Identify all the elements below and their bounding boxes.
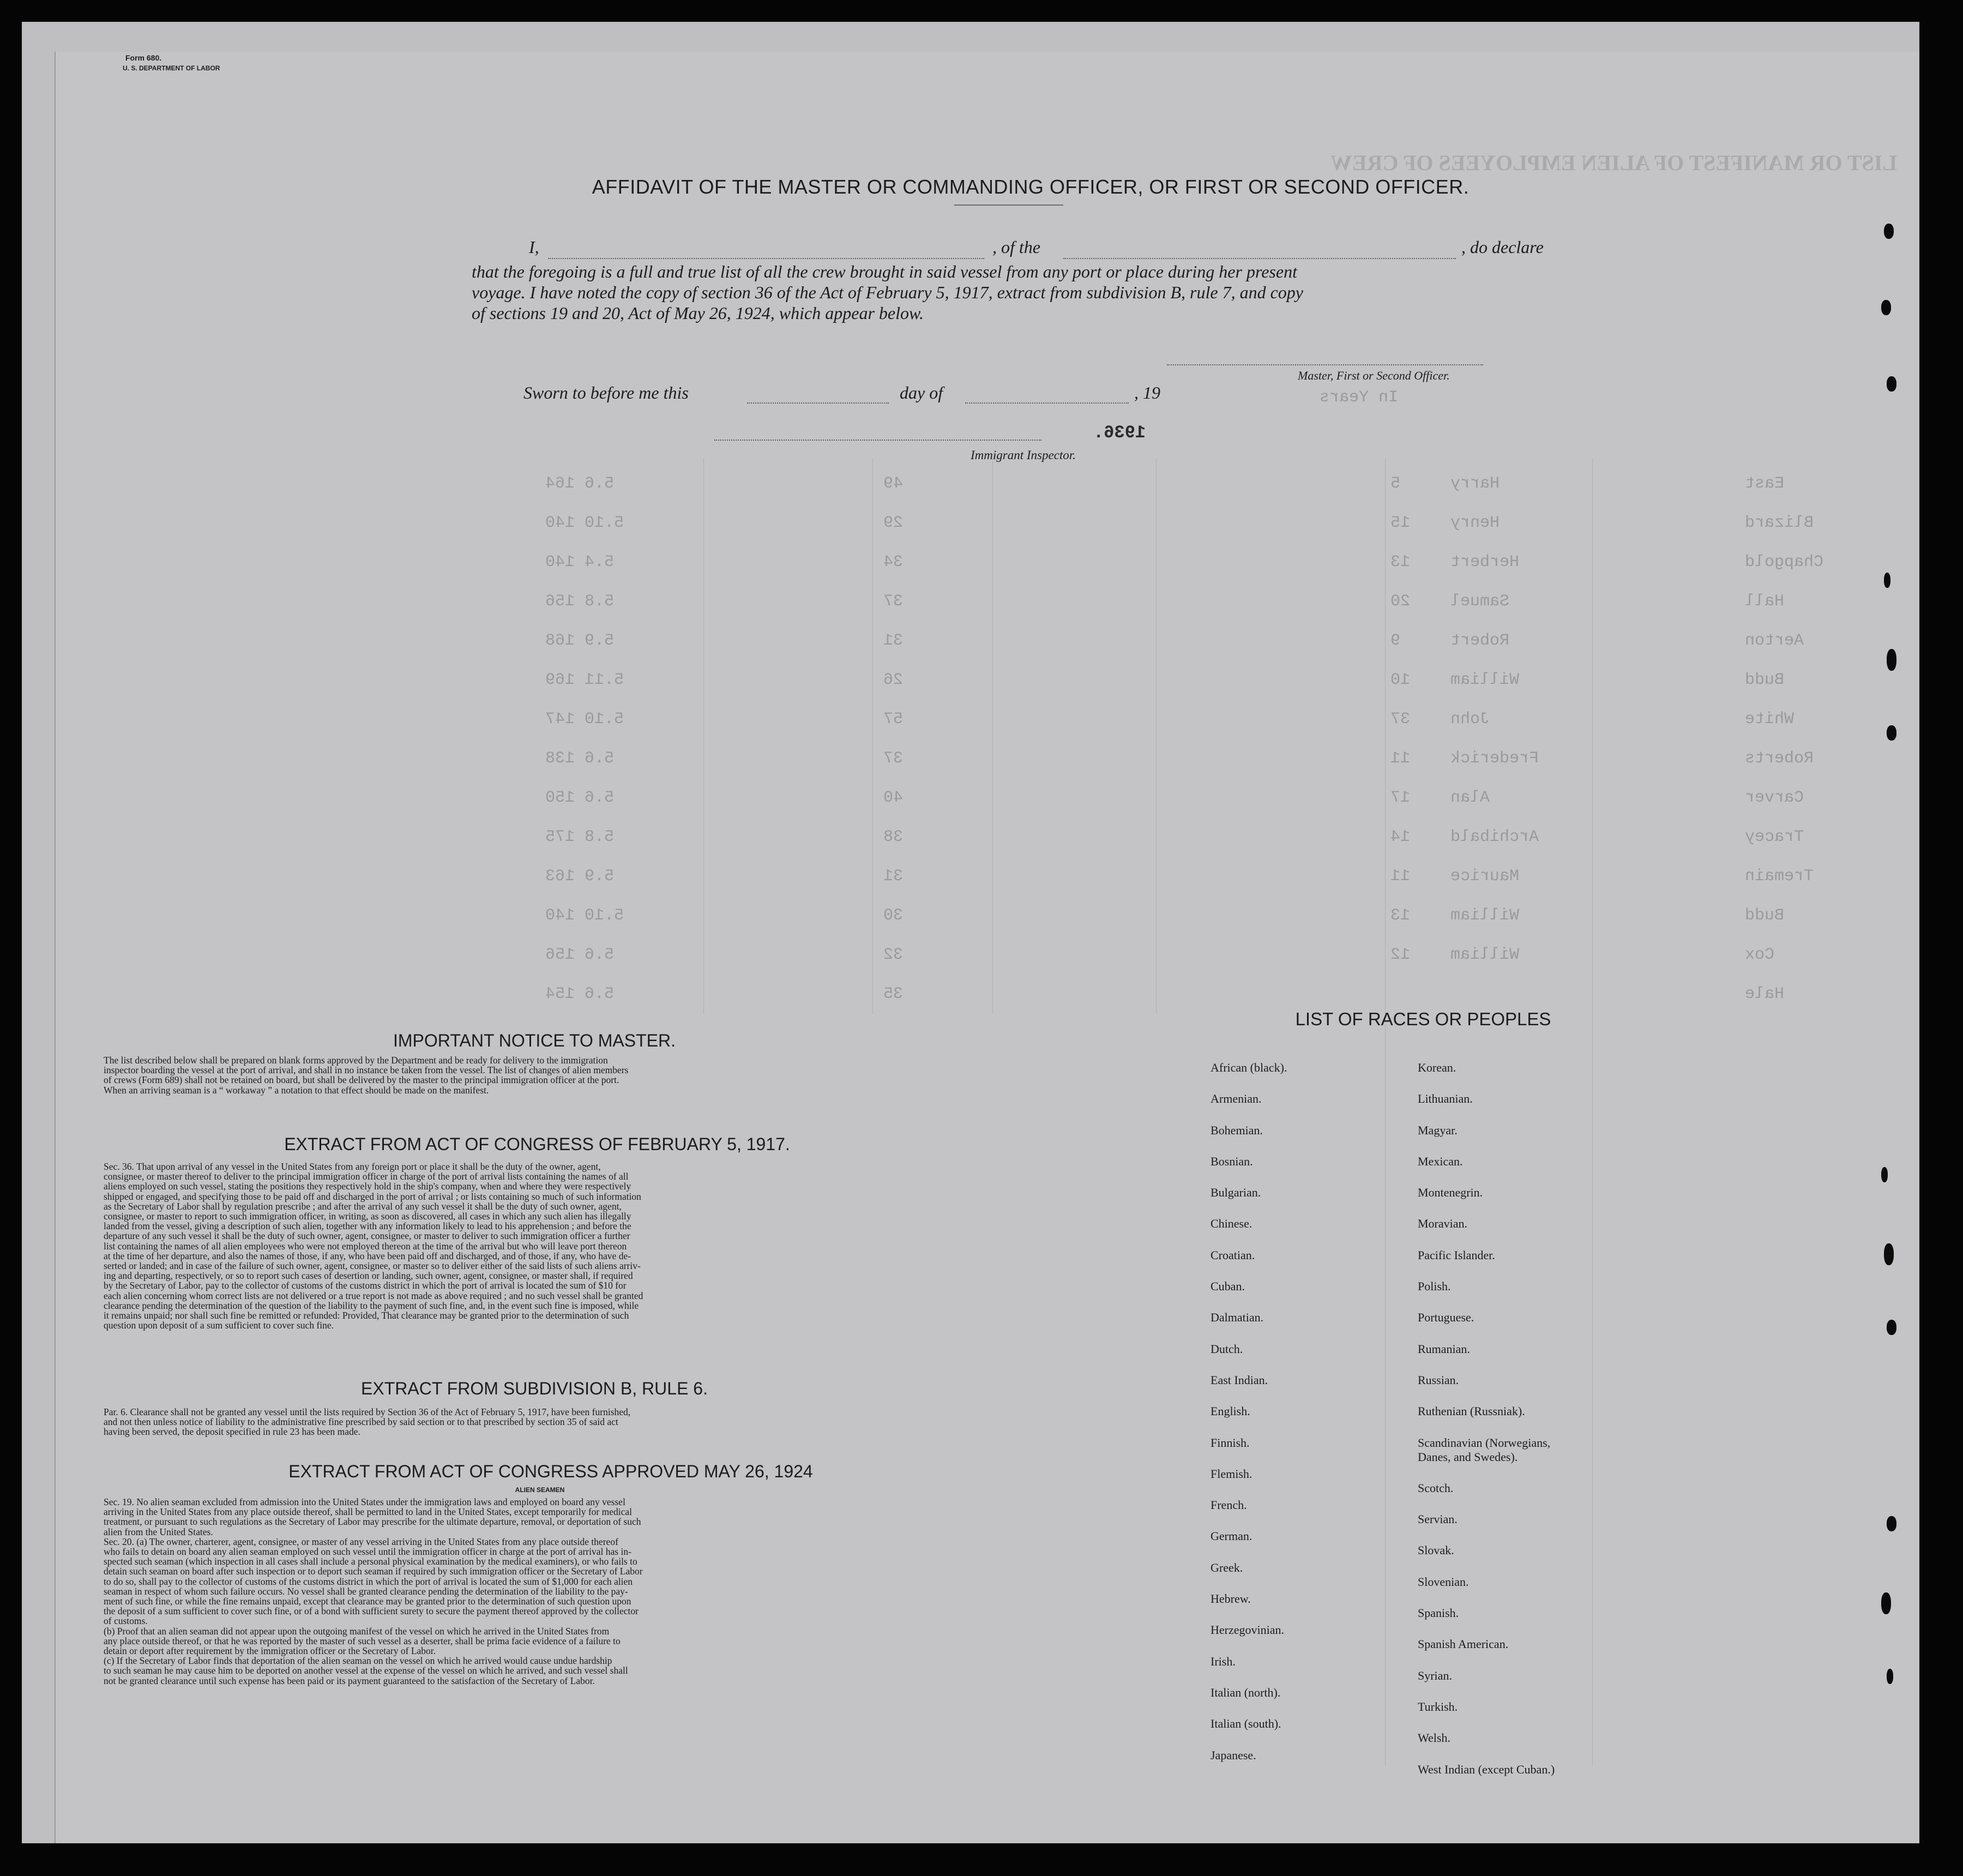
bleed-through-cell: 5	[1390, 474, 1401, 493]
notice-line: of crews (Form 689) shall not be retained on board, but shall be delivered by the master to the principal immigration officer at the port.	[104, 1074, 619, 1086]
races-title: LIST OF RACES OR PEOPLES	[1295, 1009, 1551, 1029]
bleed-through-cell: 30	[883, 906, 904, 925]
punch-hole	[1881, 300, 1891, 315]
bleed-through-cell: 57	[883, 710, 904, 729]
punch-hole	[1887, 1320, 1896, 1335]
form-number: Form 680.	[125, 53, 162, 62]
body-line: shipped or engaged, and specifying those to be paid off and discharged in the port of arrival ; or lists containing so much of such information	[104, 1190, 641, 1202]
body-line: clearance pending the determination of the question of the liability to the payment of such fine, and, in the event such fine is imposed, while	[104, 1300, 639, 1311]
bleed-through-cell: Roberts	[1745, 749, 1814, 768]
bleed-through-cell: 32	[883, 946, 904, 964]
race-item: Mexican.	[1418, 1154, 1463, 1168]
bleed-through-cell: East	[1745, 474, 1785, 493]
affidavit-line-3: of sections 19 and 20, Act of May 26, 1924, which appear below.	[472, 303, 924, 323]
body-line: any place outside thereof, or that he was reported by the master of such vessel as a deserter, shall be prima facie evidence of a failure to	[104, 1635, 621, 1646]
body-line: Sec. 36. That upon arrival of any vessel in the United States from any foreign port or place it shall be the duty of the owner, agent,	[104, 1161, 601, 1172]
bleed-through-cell: 37	[1390, 710, 1411, 729]
body-line: each alien concerning whom correct lists are not delivered or a true report is not made as above required ; and no such vessel shall be granted	[104, 1290, 643, 1301]
race-item: Bohemian.	[1211, 1123, 1263, 1137]
punch-hole	[1884, 224, 1894, 239]
bleed-through-cell: Henry	[1450, 514, 1500, 532]
extract-1924-subtitle: ALIEN SEAMEN	[515, 1486, 565, 1494]
body-line: as the Secretary of Labor shall by regulation prescribe ; and after the arrival of any such vessel it shall be the duty of such owner, agent,	[104, 1200, 622, 1212]
body-line: ment of such fine, or while the fine remains unpaid, except that clearance may be granted prior to the determination of such question upon	[104, 1596, 631, 1607]
body-line: Par. 6. Clearance shall not be granted any vessel until the lists required by Section 36 of the Act of February 5, 1917, have been furnished,	[104, 1406, 631, 1417]
bleed-through-cell: 11	[1390, 867, 1411, 886]
body-line: arriving in the United States from any place outside thereof, shall be permitted to land in the United States, except temporarily for medical	[104, 1506, 633, 1518]
body-line: aliens employed on such vessel, stating the positions they respectively hold in the ship's company, when and where they were respectively	[104, 1181, 631, 1192]
punch-hole	[1884, 573, 1890, 588]
punch-hole	[1887, 1516, 1896, 1531]
year-label: , 19	[1134, 383, 1160, 402]
bleed-through-cell: 37	[883, 749, 904, 768]
punch-hole	[1887, 376, 1896, 392]
bleed-through-cell: White	[1745, 710, 1795, 729]
race-item: Japanese.	[1211, 1748, 1256, 1762]
body-line: having been served, the deposit specified in rule 23 has been made.	[104, 1426, 360, 1438]
body-line: consignee, or master to report to such immigration officer, in writing, as soon as discovered, all cases in which any such alien has illegally	[104, 1211, 631, 1222]
sworn-day-field[interactable]	[747, 388, 889, 404]
handwritten-year: 1936.	[1093, 423, 1146, 443]
column-rule	[1156, 458, 1157, 1014]
bleed-through-cell: Archibald	[1450, 828, 1539, 846]
bleed-through-header: LIST OR MANIFEST OF ALIEN EMPLOYEES OF CREW	[1330, 151, 1898, 175]
bleed-through-cell: Tracey	[1745, 828, 1804, 846]
master-signature-caption: Master, First or Second Officer.	[1298, 369, 1450, 382]
race-item: Slovak.	[1418, 1543, 1454, 1558]
subdivision-body	[104, 1407, 954, 1437]
body-line: list containing the names of all alien employees who were not employed thereon at the time of the arrival but who will leave port thereon	[104, 1240, 627, 1252]
bleed-through-cell: 20	[1390, 592, 1411, 611]
bleed-through-cell: 11	[1390, 749, 1411, 768]
race-item: Croatian.	[1211, 1248, 1255, 1262]
title-rule	[954, 205, 1063, 206]
extract-1924-body	[104, 1497, 954, 1686]
race-item: Lithuanian.	[1418, 1092, 1473, 1106]
body-line: detain such seaman on board after such inspection or to deport such seaman if required by such immigration officer or the Secretary of Labor	[104, 1566, 643, 1577]
bleed-through-cell: 26	[883, 671, 904, 689]
bleed-through-cell: 13	[1390, 906, 1411, 925]
body-line: the deposit of a sum sufficient to cover such fine, or of a bond with sufficient surety to secure the payment thereof approved by the collector	[104, 1606, 639, 1617]
bleed-through-cell: 5.10 140	[545, 906, 624, 925]
bleed-through-cell: 15	[1390, 514, 1411, 532]
races-right-column	[1418, 1061, 1674, 1794]
race-item: Pacific Islander.	[1418, 1248, 1495, 1262]
race-item: Herzegovinian.	[1211, 1623, 1284, 1637]
inspector-caption: Immigrant Inspector.	[971, 448, 1076, 462]
body-line: spected such seaman (which inspection in all cases shall include a personal physical examination by the medical examiners), or who fails to	[104, 1556, 637, 1567]
bleed-through-cell: 5.6 156	[545, 946, 615, 964]
bleed-through-cell: Budd	[1745, 906, 1785, 925]
affidavit-line-1: that the foregoing is a full and true list of all the crew brought in said vessel from any port or place during her present	[472, 262, 1297, 281]
body-line: question upon deposit of a sum sufficient to cover such fine.	[104, 1320, 334, 1331]
bleed-through-cell: Cox	[1745, 946, 1775, 964]
bleed-through-cell: 34	[883, 553, 904, 572]
race-item: Bosnian.	[1211, 1154, 1253, 1168]
bleed-through-cell: 40	[883, 789, 904, 807]
race-item: Welsh.	[1418, 1731, 1450, 1745]
race-item: West Indian (except Cuban.)	[1418, 1762, 1555, 1776]
race-item: Italian (south).	[1211, 1717, 1281, 1731]
bleed-through-cell: 5.10 140	[545, 514, 624, 532]
body-line: to such seaman he may cause him to be deported on another vessel at the expense of the vessel on which he arrived, and such vessel shall	[104, 1665, 628, 1676]
bleed-through-cell: 5.11 169	[545, 671, 624, 689]
body-line: serted or landed; and in case of the failure of such owner, agent, consignee, or master so to deliver either of the said lists of such aliens arriv-	[104, 1260, 641, 1272]
bleed-through-cell: Harry	[1450, 474, 1500, 493]
race-item: Moravian.	[1418, 1217, 1468, 1231]
bleed-through-cell: Blizard	[1745, 514, 1814, 532]
race-item: Dalmatian.	[1211, 1310, 1264, 1325]
body-line: it remains unpaid; nor shall such fine be remitted or refunded: Provided, That clearance may be granted prior to the determination of such	[104, 1310, 629, 1321]
bleed-through-cell: William	[1450, 946, 1520, 964]
race-item: Spanish American.	[1418, 1637, 1509, 1651]
department-label: U. S. DEPARTMENT OF LABOR	[123, 64, 220, 72]
bleed-through-cell: 5.8 175	[545, 828, 615, 846]
bleed-through-cell: 5.4 140	[545, 553, 615, 572]
race-item: Magyar.	[1418, 1123, 1458, 1137]
punch-hole	[1887, 1669, 1893, 1684]
bleed-through-cell: Herbert	[1450, 553, 1520, 572]
bleed-through-cell: Maurice	[1450, 867, 1520, 886]
affidavit-title: AFFIDAVIT OF THE MASTER OR COMMANDING OFFICER, OR FIRST OR SECOND OFFICER.	[592, 176, 1470, 198]
race-item: Armenian.	[1211, 1092, 1262, 1106]
race-item: Dutch.	[1211, 1342, 1243, 1356]
body-line: detain or deport after requirement by the immigration officer or the Secretary of Labor.	[104, 1645, 436, 1657]
race-item: English.	[1211, 1404, 1250, 1418]
inspector-signature-field[interactable]	[714, 426, 1041, 441]
column-rule	[703, 458, 704, 1014]
punch-hole	[1881, 1592, 1891, 1614]
race-item: Flemish.	[1211, 1466, 1253, 1481]
body-line: alien from the United States.	[104, 1526, 213, 1537]
race-item: Danes, and Swedes).	[1418, 1450, 1518, 1464]
extract-1924-title: EXTRACT FROM ACT OF CONGRESS APPROVED MAY 26, 1924	[288, 1462, 813, 1481]
subdivision-title: EXTRACT FROM SUBDIVISION B, RULE 6.	[361, 1379, 708, 1398]
races-left-column	[1211, 1061, 1407, 1779]
bleed-through-years: In Years	[1320, 388, 1399, 407]
race-item: East Indian.	[1211, 1373, 1268, 1387]
race-item: Syrian.	[1418, 1668, 1452, 1682]
notice-line: The list described below shall be prepared on blank forms approved by the Department and be ready for delivery to the immigration	[104, 1055, 608, 1066]
race-item: Polish.	[1418, 1279, 1451, 1294]
bleed-through-cell: William	[1450, 671, 1520, 689]
race-item: Montenegrin.	[1418, 1186, 1483, 1200]
bleed-through-cell: 12	[1390, 946, 1411, 964]
bleed-through-cell: 35	[883, 985, 904, 1003]
bleed-through-cell: 5.6 150	[545, 789, 615, 807]
body-line: at the time of her departure, and also the names of those, if any, who have been paid off and discharged, and of those, if any, who have de-	[104, 1250, 631, 1261]
column-rule	[872, 458, 873, 1014]
bleed-through-cell: 5.6 138	[545, 749, 615, 768]
bleed-through-cell: Carver	[1745, 789, 1804, 807]
bleed-through-cell: 9	[1390, 632, 1401, 650]
race-item: Hebrew.	[1211, 1592, 1251, 1606]
notice-line: inspector boarding the vessel at the port of arrival, and shall in no instance be taken from the vessel. The list of changes of alien members	[104, 1065, 629, 1076]
bleed-through-cell: Hale	[1745, 985, 1785, 1003]
body-line: Sec. 19. No alien seaman excluded from admission into the United States under the immigration laws and employed on board any vessel	[104, 1496, 625, 1507]
bleed-through-cell: Budd	[1745, 671, 1785, 689]
bleed-through-cell: Samuel	[1450, 592, 1510, 611]
body-line: ing and departing, respectively, or so to report such cases of desertion or landing, such owner, agent, consignee, or master shall, if required	[104, 1270, 633, 1282]
race-item: Scandinavian (Norwegians,	[1418, 1435, 1551, 1450]
body-line: of customs.	[104, 1615, 148, 1627]
body-line: who fails to detain on board any alien seaman employed on such vessel until the immigration officer in charge at the port of arrival has in-	[104, 1546, 631, 1558]
sworn-label: Sworn to before me this	[523, 383, 689, 402]
bleed-through-cell: 5.6 154	[545, 985, 615, 1003]
notice-body	[104, 1055, 954, 1095]
bleed-through-cell: 14	[1390, 828, 1411, 846]
body-line: not be granted clearance until such expense has been paid or its payment guaranteed to the satisfaction of the Secretary of Labor.	[104, 1675, 595, 1686]
bleed-through-cell: 31	[883, 867, 904, 886]
extract-1917-body	[104, 1162, 954, 1330]
race-item: Finnish.	[1211, 1435, 1250, 1450]
vessel-name-field[interactable]	[1063, 243, 1456, 259]
bleed-through-cell: 5.10 147	[545, 710, 624, 729]
bleed-through-cell: 5.6 164	[545, 474, 615, 493]
bleed-through-cell: 17	[1390, 789, 1411, 807]
bleed-through-cell: Hall	[1745, 592, 1785, 611]
bleed-through-cell: 5.9 163	[545, 867, 615, 886]
body-line: seaman in respect of whom such failure occurs. No vessel shall be granted clearance pending the determination of the liability to the pay-	[104, 1585, 628, 1597]
do-declare-label: , do declare	[1461, 237, 1544, 257]
race-item: Chinese.	[1211, 1217, 1253, 1231]
bleed-through-cell: John	[1450, 710, 1490, 729]
affidavit-line-2: voyage. I have noted the copy of section 36 of the Act of February 5, 1917, extract from subdivision B, rule 7, and copy	[472, 282, 1303, 302]
race-item: Greek.	[1211, 1560, 1243, 1574]
bleed-through-cell: 13	[1390, 553, 1411, 572]
bleed-through-cell: William	[1450, 906, 1520, 925]
race-item: Irish.	[1211, 1654, 1236, 1668]
body-line: Sec. 20. (a) The owner, charterer, agent, consignee, or master of any vessel arriving in the United States from any place outside thereof	[104, 1536, 618, 1547]
column-rule	[992, 458, 993, 1014]
bleed-through-cell: 10	[1390, 671, 1411, 689]
race-item: Italian (north).	[1211, 1685, 1281, 1699]
bleed-through-cell: Chapgold	[1745, 553, 1824, 572]
bleed-through-cell: Aerton	[1745, 632, 1804, 650]
document-page	[22, 22, 1919, 1843]
body-line: consignee, or master thereof to deliver to the principal immigration officer in charge of the port of arrival lists containing the names of all	[104, 1171, 629, 1182]
bleed-through-cell: Alan	[1450, 789, 1490, 807]
declarant-name-field[interactable]	[548, 243, 984, 259]
bleed-through-cell: 37	[883, 592, 904, 611]
bleed-through-cell: Frederick	[1450, 749, 1539, 768]
body-line: by the Secretary of Labor, pay to the collector of customs of the customs district in which the port of arrival is located the sum of $10 for	[104, 1280, 627, 1291]
notice-line: When an arriving seaman is a “ workaway ” a notation to that effect should be made on the manifest.	[104, 1084, 489, 1096]
bleed-through-cell: 29	[883, 514, 904, 532]
body-line: (c) If the Secretary of Labor finds that deportation of the alien seaman on the vessel on which he arrived would cause undue hardship	[104, 1655, 612, 1667]
race-item: French.	[1211, 1498, 1247, 1512]
master-signature-field[interactable]	[1167, 349, 1483, 365]
body-line: and not then unless notice of liability to the administrative fine prescribed by said section or to that prescribed by section 35 of said act	[104, 1416, 618, 1428]
extract-1917-title: EXTRACT FROM ACT OF CONGRESS OF FEBRUARY 5, 1917.	[284, 1134, 790, 1154]
race-item: Cuban.	[1211, 1279, 1245, 1294]
punch-hole	[1884, 1243, 1894, 1265]
race-item: Ruthenian (Russniak).	[1418, 1404, 1525, 1418]
of-the-label: , of the	[992, 237, 1040, 257]
body-line: treatment, or pursuant to such regulations as the Secretary of Labor may prescribe for the ultimate departure, removal, or deportation of such	[104, 1516, 641, 1528]
race-item: Scotch.	[1418, 1481, 1454, 1495]
race-item: German.	[1211, 1529, 1253, 1543]
race-item: Turkish.	[1418, 1699, 1458, 1713]
day-of-label: day of	[900, 383, 943, 402]
body-line: to do so, shall pay to the collector of customs of the customs district in which the port of arrival is located the sum of $1,000 for each alien	[104, 1576, 633, 1587]
race-item: Korean.	[1418, 1061, 1456, 1074]
race-item: Rumanian.	[1418, 1342, 1470, 1356]
punch-hole	[1887, 649, 1896, 671]
sworn-month-field[interactable]	[965, 388, 1129, 404]
bleed-through-cell: Robert	[1450, 632, 1510, 650]
race-item: Spanish.	[1418, 1606, 1459, 1620]
race-item: Servian.	[1418, 1512, 1458, 1526]
bleed-through-cell: 49	[883, 474, 904, 493]
race-item: Slovenian.	[1418, 1574, 1469, 1589]
race-item: Bulgarian.	[1211, 1186, 1261, 1200]
punch-hole	[1881, 1167, 1888, 1182]
notice-title: IMPORTANT NOTICE TO MASTER.	[393, 1031, 676, 1050]
race-item: African (black).	[1211, 1061, 1287, 1074]
bleed-through-cell: 5.8 156	[545, 592, 615, 611]
body-line: departure of any such vessel it shall be the duty of such owner, agent, consignee, or master to deliver to such immigration officer a further	[104, 1230, 630, 1242]
race-item: Russian.	[1418, 1373, 1459, 1387]
bleed-through-cell: 5.9 168	[545, 632, 615, 650]
declarant-label: I,	[529, 237, 539, 257]
punch-hole	[1887, 725, 1896, 741]
race-item: Portuguese.	[1418, 1310, 1474, 1325]
body-line: landed from the vessel, giving a description of such alien, together with any information likely to lead to his apprehension ; and before the	[104, 1220, 631, 1232]
body-line: (b) Proof that an alien seaman did not appear upon the outgoing manifest of the vessel on which he arrived in the United States from	[104, 1625, 610, 1637]
bleed-through-cell: Tremain	[1745, 867, 1814, 886]
bleed-through-cell: 38	[883, 828, 904, 846]
bleed-through-cell: 31	[883, 632, 904, 650]
